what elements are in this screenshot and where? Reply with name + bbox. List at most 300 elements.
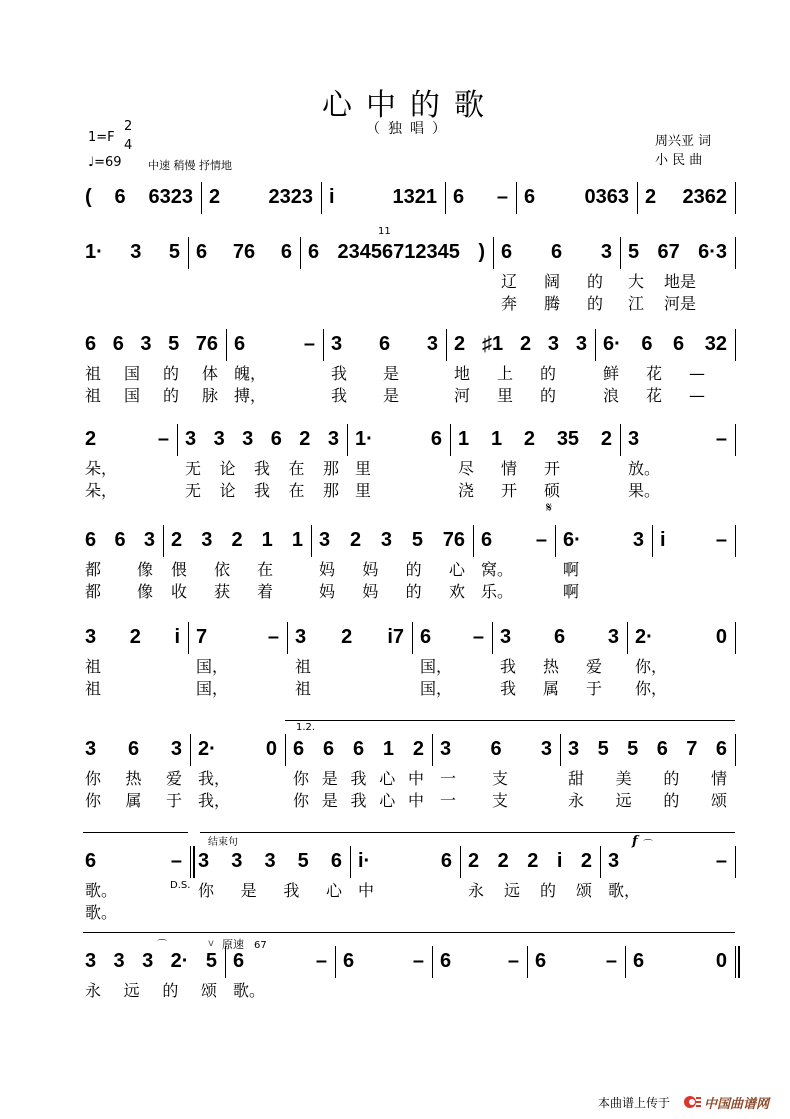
note-group: 3 (295, 626, 307, 648)
lyric-line-1: 我 是 (331, 364, 399, 383)
note-group: 6 (440, 950, 452, 972)
note-group: 6 (673, 333, 685, 355)
lyric-line-1: 中 (358, 881, 375, 900)
note-group: 0363 (584, 186, 629, 208)
note-group: 32 (704, 333, 727, 355)
barline (516, 182, 517, 214)
note-group: 6 (112, 333, 124, 355)
lyric-line-1: 放。 (628, 459, 661, 478)
lyric-line-1: 窝。 (481, 560, 514, 579)
barline (735, 525, 736, 557)
note-group: 3 (607, 626, 619, 648)
note-group: – (605, 950, 617, 972)
note-group: 7 (686, 738, 698, 760)
note-group: 1 (261, 529, 273, 551)
note-group: 6 (453, 186, 465, 208)
lyric-line-1: 魄， (234, 364, 267, 383)
note-group: 6 (114, 529, 126, 551)
barline (637, 182, 638, 214)
note-group: 1· (355, 428, 373, 450)
lyric-line-1: 大 地是 (628, 272, 696, 291)
note-group: 5 (297, 850, 309, 872)
barline (446, 329, 447, 361)
measure-notes (568, 738, 727, 760)
note-group: 0 (715, 626, 727, 648)
note-group: 3 (331, 333, 343, 355)
note-group: 3 (185, 428, 197, 450)
lyric-line-2: 你， (635, 679, 668, 698)
note-group: 2 (645, 186, 657, 208)
lyric-line-1: 永 远 的 颂 (468, 881, 592, 900)
breath-mark: v (208, 938, 214, 949)
barline (735, 237, 736, 269)
note-group: 3 (628, 428, 640, 450)
composer: 小 民 曲 (655, 153, 703, 168)
note-group: 6·3 (698, 241, 727, 263)
note-group: – (267, 626, 279, 648)
lyric-line-2: 浪 花 — (603, 386, 705, 405)
lyric-line-2: 啊 (563, 582, 580, 601)
lyric-line-1: 妈 妈 的 心 (319, 560, 465, 579)
forte-mark: f (632, 834, 638, 849)
note-group: i7 (387, 626, 404, 648)
note-group: 76 (232, 241, 256, 263)
note-group: 2362 (682, 186, 727, 208)
lyric-line-2: 河 里 的 (454, 386, 556, 405)
barline (445, 182, 446, 214)
lyric-line-2: 朵， (85, 481, 118, 500)
note-group: 6 (233, 950, 245, 972)
note-group: 2 (497, 850, 509, 872)
note-group: 2323 (268, 186, 313, 208)
note-group: 1321 (392, 186, 437, 208)
lyric-line-1: 里 (355, 459, 372, 478)
note-group: 3 (231, 850, 243, 872)
barline (560, 734, 561, 766)
barline (190, 846, 195, 878)
note-group: 3 (568, 738, 580, 760)
note-group: – (535, 529, 547, 551)
note-group: 2· (198, 738, 216, 760)
lyric-line-2: 我， (198, 791, 231, 810)
lyric-line-2: 乐。 (481, 582, 514, 601)
note-group: 6 (490, 738, 502, 760)
note-group: 2 (523, 428, 535, 450)
measure-notes (85, 950, 217, 972)
fermata-icon-2: ⌒ (157, 940, 167, 951)
note-group: 3 (380, 529, 392, 551)
barline (473, 525, 474, 557)
measure-notes (524, 186, 629, 208)
lyric-line-2: 里 (355, 481, 372, 500)
lyric-line-2: 歌。 (85, 903, 118, 922)
measure-notes (481, 529, 547, 551)
lyric-line-1: 偎 依 在 (171, 560, 273, 579)
measure-notes (358, 850, 452, 872)
note-group: 3 (198, 850, 210, 872)
fermata-icon: ⌒ (643, 840, 653, 851)
barline (527, 946, 528, 978)
barline (625, 946, 626, 978)
lyric-line-2: 收 获 着 (171, 582, 273, 601)
measure-notes (633, 950, 727, 972)
note-group: – (507, 950, 519, 972)
note-group: i (174, 626, 180, 648)
note-group: ( (85, 186, 92, 208)
note-group: 6 (280, 241, 292, 263)
ending-label: 结束句 (208, 837, 238, 848)
lyric-line-1: 无 论 我 在 那 (185, 459, 339, 478)
measure-notes (660, 529, 727, 551)
lyric-line-2: 浇 开 硕 (458, 481, 560, 500)
note-group: 1 (490, 428, 503, 450)
note-group: 5 (628, 241, 640, 263)
barline (226, 329, 227, 361)
note-group: 3 (500, 626, 512, 648)
barline (190, 734, 191, 766)
note-group: 3 (319, 529, 331, 551)
note-group: 1· (85, 241, 103, 263)
tuplet-number: 11 (378, 226, 391, 237)
note-group: 2· (635, 626, 653, 648)
note-group: 3 (201, 529, 213, 551)
measure-notes (645, 186, 727, 208)
note-group: 2 (454, 333, 466, 355)
note-group: 2 (129, 626, 141, 648)
barline (285, 734, 286, 766)
note-group: 3 (113, 950, 125, 972)
note-group: 6 (196, 241, 208, 263)
note-group: 3 (242, 428, 254, 450)
ending-bracket (200, 832, 735, 833)
note-group: 3 (170, 738, 182, 760)
lyric-line-1: 地 上 的 (454, 364, 556, 383)
lyric-line-2: 国， (196, 679, 229, 698)
lyric-line-2: 永 远 的 颂 (568, 791, 727, 810)
lyric-line-1: 朵， (85, 459, 118, 478)
lyric-line-1: 歌。 (233, 981, 266, 1000)
note-group: 7 (196, 626, 208, 648)
note-group: 1 (382, 738, 395, 760)
lyric-line-1: 你 是 我 心 (198, 881, 342, 900)
note-group: – (496, 186, 508, 208)
note-group: 6 (234, 333, 246, 355)
note-group: 6 (127, 738, 140, 760)
lyric-line-2: 奔 腾 的 (501, 294, 603, 313)
measure-notes (209, 186, 313, 208)
note-group: 6· (603, 333, 621, 355)
note-group: 5 (627, 738, 639, 760)
lyric-line-2: 搏， (234, 386, 267, 405)
measure-notes (603, 333, 727, 355)
measure-notes (608, 850, 727, 872)
measure-notes (563, 529, 644, 551)
barline (350, 846, 351, 878)
measure-notes (454, 333, 587, 355)
barline (335, 946, 336, 978)
measure-notes (331, 333, 438, 355)
note-group: 6 (378, 333, 391, 355)
measure-notes (196, 241, 292, 263)
note-group: 2 (519, 333, 532, 355)
lyric-line-2: 祖 国 的 脉 (85, 386, 218, 405)
barline (555, 525, 556, 557)
barline (201, 182, 202, 214)
note-group: 6 (322, 738, 335, 760)
barline (460, 846, 461, 878)
barline (323, 329, 324, 361)
note-group: 6 (715, 738, 727, 760)
note-group: 35 (556, 428, 580, 450)
key-signature: 1=F (88, 130, 115, 145)
measure-notes (420, 626, 484, 648)
note-group: 6 (352, 738, 365, 760)
barline (188, 237, 189, 269)
ending-line-2 (83, 932, 735, 933)
lyric-line-1: 国， (196, 657, 229, 676)
lyric-line-1: 尽 情 开 (458, 459, 560, 478)
note-group: ) (478, 241, 485, 263)
tempo-mark: ♩=69 (88, 155, 122, 170)
note-group: 2 (209, 186, 221, 208)
time-signature-top: 2 (124, 119, 133, 134)
measure-notes (343, 950, 424, 972)
note-group: 3 (608, 850, 620, 872)
barline (735, 424, 736, 456)
note-group: 6· (563, 529, 581, 551)
note-group: 3 (264, 850, 276, 872)
note-group: 5 (168, 333, 180, 355)
note-group: – (412, 950, 424, 972)
measure-notes (635, 626, 727, 648)
note-group: 5 (411, 529, 423, 551)
note-group: – (715, 850, 727, 872)
note-group: 2 (412, 738, 424, 760)
lyric-line-1: 鲜 花 — (603, 364, 705, 383)
note-group: 3 (426, 333, 438, 355)
barline (620, 237, 621, 269)
barline (311, 525, 312, 557)
volta-label: 1.2. (296, 722, 316, 733)
note-group: 2 (341, 626, 353, 648)
note-group: i (329, 186, 335, 208)
measure-notes (196, 626, 279, 648)
tempo-text: 中速 稍慢 抒情地 (148, 159, 232, 172)
note-group: i (556, 850, 563, 872)
note-group: 6 (524, 186, 536, 208)
note-group: 2 (600, 428, 612, 450)
note-group: 3 (440, 738, 452, 760)
note-group: 0 (715, 950, 727, 972)
lyric-line-1: 祖 (295, 657, 312, 676)
barline (595, 329, 596, 361)
lyric-line-1: 啊 (563, 560, 580, 579)
barline (432, 734, 433, 766)
note-group: 5 (168, 241, 180, 263)
measure-notes (355, 428, 442, 450)
lyric-line-1: 你， (635, 657, 668, 676)
barline (620, 424, 621, 456)
lyric-line-1: 一 支 (440, 769, 508, 788)
site-logo-icon (684, 1094, 700, 1108)
measure-notes (440, 950, 519, 972)
measure-notes (500, 626, 619, 648)
measure-notes (85, 626, 180, 648)
measure-notes (234, 333, 315, 355)
note-group: 6 (633, 950, 645, 972)
note-group: 6 (330, 850, 342, 872)
note-group: 6 (308, 241, 320, 263)
barline (412, 622, 413, 654)
note-group: 6 (535, 950, 547, 972)
note-group: 2· (170, 950, 189, 972)
lyric-line-2: 果。 (628, 481, 661, 500)
barline (735, 734, 736, 766)
measure-notes (440, 738, 552, 760)
lyric-line-1: 都 像 (85, 560, 153, 579)
measure-notes (198, 738, 277, 760)
barline (432, 946, 433, 978)
lyric-line-2: 都 像 (85, 582, 153, 601)
volta-bracket (285, 720, 735, 721)
note-group: 6 (553, 626, 566, 648)
lyric-line-2: 江 河是 (628, 294, 696, 313)
barline (627, 622, 628, 654)
lyric-line-1: 祖 国 的 体 (85, 364, 218, 383)
measure-notes (308, 241, 485, 263)
barline (188, 622, 189, 654)
barline (450, 424, 451, 456)
note-group: 2 (349, 529, 362, 551)
note-group: ♯1 (481, 333, 504, 355)
lyric-line-1: 你 是 我 心 中 (293, 769, 424, 788)
segno-icon: 𝄋 (546, 500, 553, 516)
note-group: 6 (501, 241, 513, 263)
lyric-line-1: 歌。 (85, 881, 118, 900)
ending-line-1 (83, 832, 188, 833)
note-group: 2 (85, 428, 97, 450)
lyric-line-2: 你 属 于 (85, 791, 182, 810)
note-group: – (472, 626, 484, 648)
note-group: – (315, 950, 327, 972)
note-group: 2 (231, 529, 243, 551)
measure-notes (535, 950, 617, 972)
note-group: 3 (130, 241, 142, 263)
barline (735, 622, 736, 654)
barline (347, 424, 348, 456)
lyric-line-2: 我 是 (331, 386, 399, 405)
note-group: 6 (430, 428, 442, 450)
barline (321, 182, 322, 214)
note-group: 6 (270, 428, 282, 450)
note-group: 6 (550, 241, 563, 263)
site-name: 中国曲谱网 (704, 1097, 770, 1112)
note-group: i· (358, 850, 371, 872)
lyric-line-1: 辽 阔 的 (501, 272, 603, 291)
measure-notes (85, 241, 180, 263)
barline (163, 525, 164, 557)
note-group: 6 (656, 738, 668, 760)
note-group: 3 (140, 333, 152, 355)
song-title: 心中的歌 (322, 88, 498, 123)
measure-notes (295, 626, 404, 648)
note-group: 3 (600, 241, 612, 263)
measure-notes (85, 333, 218, 355)
note-group: i (660, 529, 666, 551)
measure-notes (171, 529, 303, 551)
lyric-line-2: 妈 妈 的 欢 (319, 582, 465, 601)
song-subtitle: （独唱） (366, 121, 454, 137)
barline (735, 846, 736, 878)
measure-notes (468, 850, 592, 872)
lyricist: 周兴亚 词 (655, 134, 712, 149)
note-group: 6323 (148, 186, 193, 208)
note-group: 2 (527, 850, 539, 872)
ds-mark: D.S. (170, 880, 191, 891)
lyric-line-2: 无 论 我 在 那 (185, 481, 339, 500)
note-group: 2 (171, 529, 183, 551)
note-group: 6 (420, 626, 432, 648)
note-group: 6 (85, 333, 97, 355)
note-group: – (715, 428, 727, 450)
note-group: 6 (85, 529, 97, 551)
note-group: 5 (205, 950, 217, 972)
upload-text: 本曲谱上传于 (598, 1096, 671, 1110)
measure-notes (501, 241, 612, 263)
note-group: 3 (85, 626, 97, 648)
measure-notes (233, 950, 327, 972)
note-group: – (303, 333, 315, 355)
barline (287, 622, 288, 654)
note-group: 6 (641, 333, 653, 355)
barline (652, 525, 653, 557)
note-group: 3 (142, 950, 154, 972)
barline (600, 846, 601, 878)
note-group: 23456712345 (337, 241, 460, 263)
note-group: 76 (442, 529, 465, 551)
barline (735, 182, 736, 214)
measure-notes (85, 738, 182, 760)
lyric-line-2: 国， (420, 679, 453, 698)
note-group: 3 (547, 333, 560, 355)
barline (735, 946, 740, 978)
note-group: 67 (657, 241, 680, 263)
grace-notes: 67 (254, 940, 267, 951)
lyric-line-1: 永 远 的 颂 (85, 981, 217, 1000)
note-group: 3 (85, 738, 97, 760)
measure-notes (319, 529, 465, 551)
lyric-line-2: 一 支 (440, 791, 508, 810)
measure-notes (628, 241, 727, 263)
note-group: 1 (291, 529, 303, 551)
note-group: 3 (327, 428, 339, 450)
lyric-line-1: 你 热 爱 (85, 769, 182, 788)
note-group: 2 (299, 428, 311, 450)
lyric-line-1: 国， (420, 657, 453, 676)
note-group: 0 (265, 738, 277, 760)
measure-notes (453, 186, 508, 208)
note-group: 76 (195, 333, 218, 355)
note-group: 6 (343, 950, 355, 972)
note-group: 3 (213, 428, 225, 450)
measure-notes (628, 428, 727, 450)
measure-notes (185, 428, 339, 450)
lyric-line-1: 我 热 爱 (500, 657, 602, 676)
lyric-line-1: 祖 (85, 657, 102, 676)
a-tempo-mark: 原速 (222, 938, 244, 951)
note-group: 3 (143, 529, 155, 551)
time-signature-bottom: 4 (124, 138, 133, 153)
